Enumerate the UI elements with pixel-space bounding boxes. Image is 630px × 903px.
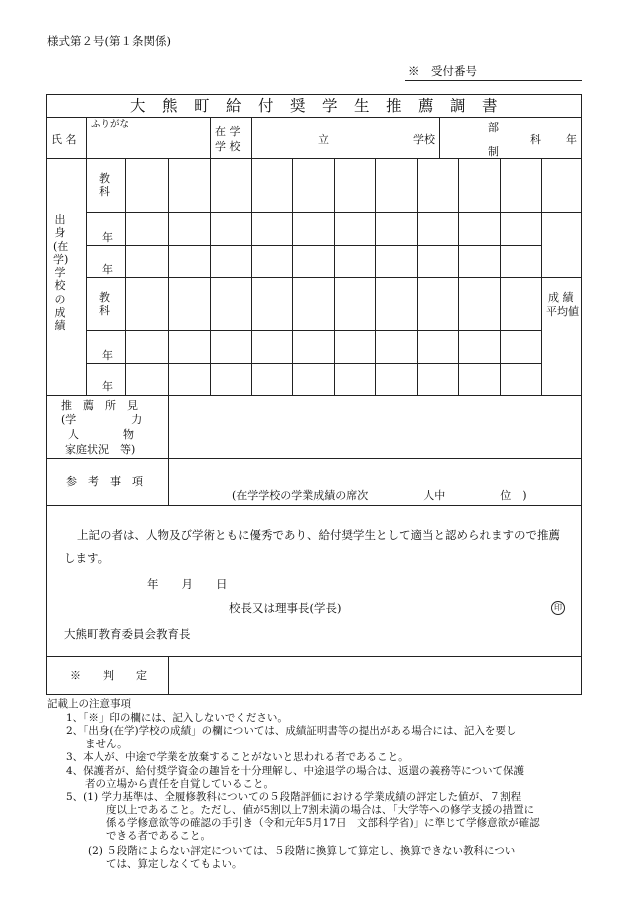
note-1: 1、「※」印の欄には、記入しないでください。	[66, 712, 288, 724]
grades-side-label: 出身(在学)学校の成績	[53, 213, 69, 333]
seal-mark: 印	[551, 601, 565, 615]
recommendation-label-1: 推 薦 所 見	[61, 399, 138, 412]
note-4-line-2: 者の立場から責任を自覚していること。	[85, 778, 274, 790]
note-5-line-4: できる者であること。	[106, 830, 211, 842]
system-label: 制	[488, 145, 499, 158]
average-label-top: 成 績	[548, 291, 574, 304]
average-label-bottom: 平均値	[546, 305, 579, 318]
form-title: 大 熊 町 給 付 奨 学 生 推 薦 調 書	[129, 97, 498, 115]
notes-heading: 記載上の注意事項	[47, 698, 131, 710]
receipt-number-label: ※ 受付番号	[408, 64, 477, 78]
addressee-label: 大熊町教育委員会教育長	[64, 627, 191, 641]
name-label: 氏 名	[51, 133, 77, 146]
declaration-date: 年 月 日	[147, 577, 228, 591]
note-2-line-2: ません。	[85, 738, 128, 750]
year-label-1: 年	[102, 231, 113, 244]
year-label-3: 年	[102, 349, 113, 362]
note-4-line-1: 4、保護者が、給付奨学資金の趣旨を十分理解し、中途退学の場合は、返還の義務等について保護	[66, 765, 524, 777]
note-5-line-2: 度以上であること。ただし、値が5割以上7割未満の場合は、「大学等への修学支援の措置に	[106, 804, 535, 816]
form-number-label: 様式第２号(第１条関係)	[47, 34, 171, 48]
school-label-top: 在 学	[215, 125, 241, 138]
judgement-label: ※ 判 定	[70, 669, 147, 682]
judgement-field[interactable]	[169, 657, 581, 694]
recommendation-label-4: 家庭状況 等)	[65, 443, 136, 456]
reference-field[interactable]	[169, 459, 581, 504]
school-name-field[interactable]	[252, 118, 438, 157]
department-label: 部	[488, 121, 499, 134]
note-5-line-1: 5、(1) 学力基準は、全履修教科についての５段階評価における学業成績の評定した値が、７割程	[66, 791, 522, 803]
year-label-2: 年	[102, 263, 113, 276]
grade-year-label: 年	[566, 133, 577, 146]
recommendation-field[interactable]	[169, 396, 581, 457]
average-value-field[interactable]	[542, 331, 581, 394]
recommendation-label-2: (学 力	[61, 413, 143, 426]
class-rank-text: (在学学校の学業成績の席次 人中 位 )	[232, 489, 527, 502]
furigana-label: ふりがな	[91, 119, 130, 130]
note-3: 3、本人が、中途で学業を放棄することがないと思われる者であること。	[66, 751, 409, 763]
school-label-bottom: 学 校	[215, 140, 241, 153]
subject-label-1: 教科	[99, 172, 110, 198]
year-label-4: 年	[102, 380, 113, 393]
principal-label: 校長又は理事長(学長)	[229, 601, 342, 615]
note-5-line-3: 係る学修意欲等の確認の手引き（令和元年5月17日 文部科学省)」に準じて学修意欲が確認	[106, 817, 540, 829]
school-suffix-label: 学校	[413, 133, 435, 146]
ritsu-label: 立	[318, 133, 329, 146]
course-label: 科	[530, 133, 541, 146]
declaration-text-2: します。	[64, 551, 110, 565]
recommendation-label-3: 人 物	[68, 428, 134, 441]
reference-label: 参 考 事 項	[66, 475, 143, 488]
note-5-line-5: (2) ５段階によらない評定については、５段階に換算して算定し、換算できない教科につい	[88, 845, 516, 857]
receipt-number-field[interactable]	[405, 80, 582, 81]
name-field[interactable]	[87, 132, 209, 157]
note-2-line-1: 2、「出身(在学)学校の成績」の欄については、成績証明書等の提出がある場合には、記入を要し	[66, 725, 517, 737]
note-5-line-6: ては、算定しなくてもよい。	[106, 858, 243, 870]
declaration-text-1: 上記の者は、人物及び学術ともに優秀であり、給付奨学生として適当と認められますので推薦	[77, 528, 560, 542]
subject-label-2: 教科	[99, 291, 110, 317]
